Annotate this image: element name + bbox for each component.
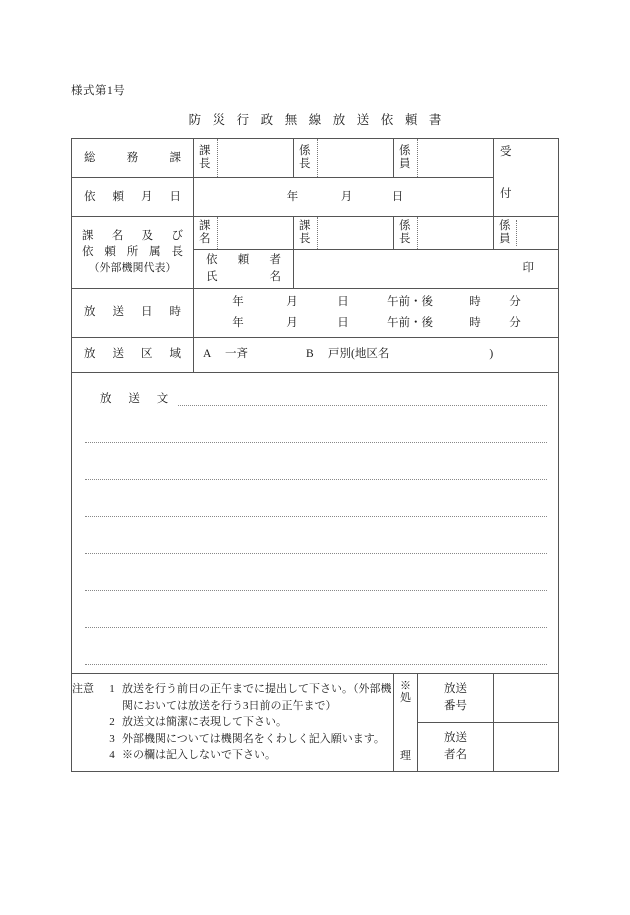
broadcast-area-option-a-mark[interactable]: A bbox=[203, 348, 212, 361]
broadcaster-name-label-line2: 者名 bbox=[444, 748, 467, 761]
note-item-4 bbox=[72, 747, 393, 764]
requester-label-line1: 依頼者 bbox=[206, 254, 281, 267]
processing-marker-cell bbox=[394, 673, 418, 771]
note-number-3: 3 bbox=[109, 732, 115, 745]
table-row-department bbox=[72, 217, 559, 250]
notes-heading: 注意 bbox=[72, 683, 94, 695]
broadcast-datetime-line-2[interactable] bbox=[194, 313, 548, 334]
requester-label-cell bbox=[194, 249, 294, 288]
request-date-year: 年 bbox=[286, 190, 299, 203]
receipt-label-bottom: 付 bbox=[500, 188, 512, 200]
form-code: 様式第1号 bbox=[71, 85, 126, 97]
note-number-2: 2 bbox=[109, 716, 115, 728]
soumu-label-cell bbox=[72, 139, 194, 178]
soumu-kakariin-label: 係員 bbox=[399, 145, 411, 170]
seal-label: 印 bbox=[522, 262, 534, 275]
note-text-4: ※の欄は記入しないで下さい。 bbox=[122, 749, 276, 761]
soumu-kacho-label-cell bbox=[194, 139, 218, 178]
broadcast-hour-1: 時 bbox=[469, 296, 481, 309]
broadcast-datetime-label: 放送日時 bbox=[84, 306, 181, 319]
broadcast-month-1: 月 bbox=[286, 296, 298, 309]
broadcast-request-table bbox=[71, 138, 559, 772]
broadcast-hour-2: 時 bbox=[469, 316, 481, 329]
message-rule-line bbox=[85, 627, 547, 628]
dept-kacho-label: 課長 bbox=[299, 220, 311, 245]
dept-kamei-value-cell[interactable] bbox=[218, 217, 294, 250]
soumu-kakaricho-value-cell[interactable] bbox=[318, 139, 394, 178]
soumu-kakariin-value-cell[interactable] bbox=[418, 139, 494, 178]
table-row-broadcast-area bbox=[72, 337, 559, 372]
requester-label-line2: 氏名 bbox=[206, 270, 281, 283]
table-row-broadcast-datetime bbox=[72, 288, 559, 337]
broadcast-number-label-line2: 番号 bbox=[444, 699, 467, 712]
broadcast-minute-2: 分 bbox=[509, 316, 521, 329]
dept-kakaricho-label: 係長 bbox=[399, 220, 411, 245]
broadcast-number-value-cell[interactable] bbox=[494, 673, 559, 722]
department-label-cell bbox=[72, 217, 194, 289]
broadcaster-name-label-line1: 放送 bbox=[444, 732, 467, 745]
department-label-line1: 課名及び bbox=[82, 229, 183, 242]
processing-mark-bottom: 理 bbox=[400, 749, 411, 762]
dept-kakariin-label: 係員 bbox=[499, 220, 511, 245]
broadcast-minute-1: 分 bbox=[509, 296, 521, 309]
note-number-4: 4 bbox=[109, 749, 115, 761]
message-label: 放 送 文 bbox=[100, 392, 176, 405]
page-title: 防 災 行 政 無 線 放 送 依 頼 書 bbox=[188, 113, 446, 127]
soumu-kacho-label: 課長 bbox=[199, 145, 211, 170]
broadcast-ampm-2[interactable]: 午前・後 bbox=[387, 316, 433, 329]
broadcaster-name-label-cell bbox=[418, 722, 494, 771]
request-date-day: 日 bbox=[391, 190, 404, 203]
broadcast-area-label-cell bbox=[72, 337, 194, 372]
request-date-line bbox=[194, 187, 493, 208]
table-row-notes bbox=[72, 673, 559, 722]
message-rule-line bbox=[85, 479, 547, 480]
processing-mark-top: ※処 bbox=[400, 679, 411, 705]
soumu-kakariin-label-cell bbox=[394, 139, 418, 178]
message-rule-line bbox=[85, 516, 547, 517]
broadcast-day-2: 日 bbox=[337, 316, 349, 329]
message-rule-line bbox=[85, 442, 547, 443]
broadcast-ampm-1[interactable]: 午前・後 bbox=[387, 296, 433, 309]
dept-kamei-label: 課名 bbox=[199, 220, 211, 245]
note-item-1 bbox=[72, 681, 393, 714]
dept-kakaricho-label-cell bbox=[394, 217, 418, 250]
requester-value-cell[interactable] bbox=[294, 249, 559, 288]
broadcast-number-label-cell bbox=[418, 673, 494, 722]
broadcast-area-option-b-label[interactable]: 戸別(地区名 bbox=[328, 348, 390, 361]
broadcast-area-label: 放送区域 bbox=[84, 348, 181, 361]
department-label-line3: （外部機関代表） bbox=[88, 262, 177, 275]
note-spacer-4 bbox=[72, 747, 102, 764]
note-text-1: 放送を行う前日の正午までに提出して下さい。（外部機関においては放送を行う3日前の正午まで） bbox=[122, 683, 392, 712]
broadcast-datetime-value-cell[interactable] bbox=[194, 288, 559, 337]
note-spacer-3 bbox=[72, 731, 102, 748]
broadcast-area-option-b-mark[interactable]: B bbox=[306, 348, 314, 361]
notes-list bbox=[72, 681, 393, 764]
soumu-kakaricho-label: 係長 bbox=[299, 145, 311, 170]
message-rule-line bbox=[85, 590, 547, 591]
broadcast-day-1: 日 bbox=[337, 296, 349, 309]
receipt-label-top: 受 bbox=[500, 146, 512, 158]
broadcast-area-option-b-close: ) bbox=[489, 348, 494, 361]
dept-kamei-label-cell bbox=[194, 217, 218, 250]
dept-kakaricho-value-cell[interactable] bbox=[418, 217, 494, 250]
note-text-3: 外部機関については機関名をくわしく記入願います。 bbox=[122, 732, 385, 745]
dept-kakariin-divider bbox=[516, 220, 517, 246]
notes-cell bbox=[72, 673, 394, 771]
dept-kakariin-cell bbox=[494, 217, 559, 250]
dept-kacho-label-cell bbox=[294, 217, 318, 250]
table-row-message bbox=[72, 372, 559, 673]
dept-kacho-value-cell[interactable] bbox=[318, 217, 394, 250]
broadcast-datetime-line-1[interactable] bbox=[194, 292, 548, 313]
broadcaster-name-value-cell[interactable] bbox=[494, 722, 559, 771]
broadcast-year-2: 年 bbox=[232, 316, 244, 329]
message-rule-line bbox=[85, 664, 547, 665]
broadcast-month-2: 月 bbox=[286, 316, 298, 329]
table-row-request-date bbox=[72, 178, 559, 217]
soumu-kacho-value-cell[interactable] bbox=[218, 139, 294, 178]
message-rule-line bbox=[85, 553, 547, 554]
request-date-label-cell bbox=[72, 178, 194, 217]
note-item-2 bbox=[72, 714, 393, 731]
soumu-kakaricho-label-cell bbox=[294, 139, 318, 178]
request-date-value-cell[interactable] bbox=[194, 178, 494, 217]
request-date-label: 依頼月日 bbox=[84, 190, 181, 203]
message-rule-line bbox=[178, 405, 547, 406]
dept-kakariin-wrap bbox=[494, 217, 558, 249]
message-cell[interactable] bbox=[72, 372, 559, 673]
broadcast-year-1: 年 bbox=[232, 296, 244, 309]
note-text-2: 放送文は簡潔に表現して下さい。 bbox=[122, 716, 287, 728]
soumu-label: 総務課 bbox=[84, 151, 181, 164]
broadcast-datetime-label-cell bbox=[72, 288, 194, 337]
broadcast-area-option-a-label[interactable]: 一斉 bbox=[225, 348, 248, 361]
note-spacer-2 bbox=[72, 714, 102, 731]
request-date-month: 月 bbox=[340, 190, 353, 203]
note-number-1: 1 bbox=[109, 683, 115, 695]
table-row-soumu bbox=[72, 139, 559, 178]
broadcast-area-options bbox=[194, 343, 493, 365]
broadcast-area-value-cell[interactable] bbox=[194, 337, 559, 372]
receipt-cell[interactable] bbox=[494, 139, 559, 217]
broadcast-number-label-line1: 放送 bbox=[444, 683, 467, 696]
department-label-line2: 依頼所属長 bbox=[82, 246, 183, 259]
note-item-3 bbox=[72, 731, 393, 748]
